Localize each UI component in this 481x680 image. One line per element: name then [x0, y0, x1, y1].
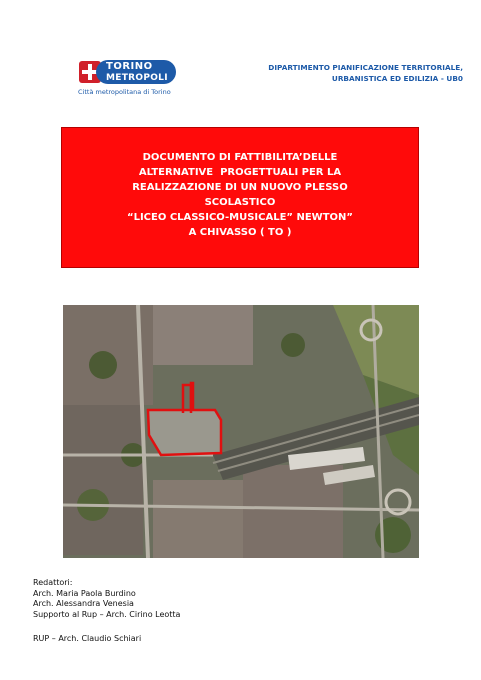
aerial-site-map	[63, 305, 419, 558]
editor-name: Arch. Alessandra Venesia	[33, 599, 134, 608]
torino-metropoli-logo	[78, 58, 178, 102]
logo-wordmark	[96, 60, 176, 84]
rup-line: RUP – Arch. Claudio Schiari	[33, 634, 142, 643]
department-header	[233, 62, 463, 84]
editors-block	[33, 578, 333, 620]
department-line-2: URBANISTICA ED EDILIZIA - UB0	[331, 74, 463, 83]
editor-name: Arch. Maria Paola Burdino	[33, 588, 136, 598]
logo-line-2: METROPOLI	[106, 73, 168, 83]
document-title-box	[61, 127, 419, 268]
editor-name: Supporto al Rup – Arch. Cirino Leotta	[33, 609, 181, 619]
department-line-1: DIPARTIMENTO PIANIFICAZIONE TERRITORIALE,	[268, 63, 463, 72]
aerial-photo-image	[63, 305, 419, 558]
logo-line-1: TORINO	[106, 61, 153, 72]
logo-subtitle: Città metropolitana di Torino	[78, 88, 171, 96]
document-title: DOCUMENTO DI FATTIBILITA’DELLE ALTERNATIVE PROGETTUALI PER LA REALIZZAZIONE DI UN NUOVO PLESSO SCOLASTICO “LICEO CLASSICO-MUSICALE” NEWTON” A CHIVASSO ( TO )	[127, 151, 353, 238]
editors-heading: Redattori:	[33, 578, 73, 587]
